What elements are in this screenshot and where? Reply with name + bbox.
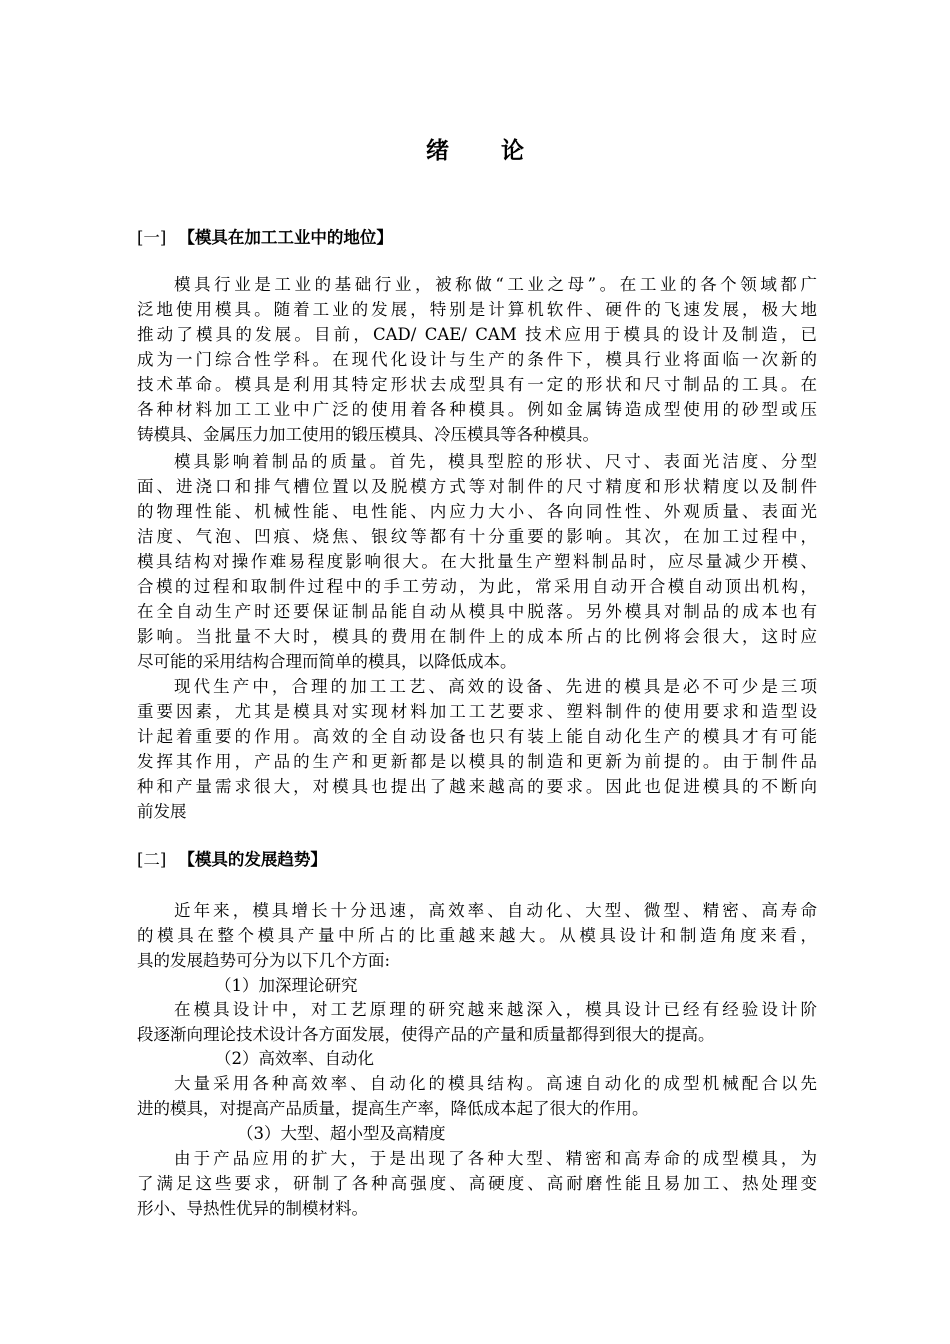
section-heading-1 <box>137 226 393 250</box>
paragraph-line: 模具结构对操作难易程度影响很大。在大批量生产塑料制品时，应尽量减少开模、 <box>137 552 817 571</box>
paragraph-line: 模具影响着制品的质量。首先，模具型腔的形状、尺寸、表面光洁度、分型 <box>174 452 817 471</box>
paragraph-line: 具的发展趋势可分为以下几个方面: <box>137 951 391 970</box>
paragraph-line: 铸模具、金属压力加工使用的锻压模具、冷压模具等各种模具。 <box>137 425 599 444</box>
section-heading-2 <box>137 848 327 872</box>
paragraph-line: 影响。当批量不大时，模具的费用在制件上的成本所占的比例将会很大，这时应 <box>137 627 817 646</box>
paragraph-line: 模具行业是工业的基础行业，被称做“工业之母”。在工业的各个领域都广 <box>174 275 817 294</box>
section-title: 【模具的发展趋势】 <box>178 850 327 869</box>
paragraph-line: 技术革命。模具是利用其特定形状去成型具有一定的形状和尺寸制品的工具。在 <box>137 375 817 394</box>
paragraph-line: 泛地使用模具。随着工业的发展，特别是计算机软件、硬件的飞速发展，极大地 <box>137 300 817 319</box>
paragraph-line: 段逐渐向理论技术设计各方面发展，使得产品的产量和质量都得到很大的提高。 <box>137 1025 715 1044</box>
paragraph-line: 在全自动生产时还要保证制品能自动从模具中脱落。另外模具对制品的成本也有 <box>137 602 817 621</box>
paragraph-line: 计起着重要的作用。高效的全自动设备也只有装上能自动化生产的模具才有可能 <box>137 727 817 746</box>
list-item-heading: （1）加深理论研究 <box>215 976 358 995</box>
paragraph-line: 前发展 <box>137 802 187 821</box>
section-number: [一] <box>137 228 167 247</box>
paragraph-line: 推动了模具的发展。目前，CAD/ CAE/ CAM 技术应用于模具的设计及制造，已 <box>137 325 817 344</box>
section-title: 【模具在加工工业中的地位】 <box>178 228 393 247</box>
paragraph-line: 发挥其作用，产品的生产和更新都是以模具的制造和更新为前提的。由于制件品 <box>137 752 817 771</box>
section-number: [二] <box>137 850 167 869</box>
paragraph-line: 了满足这些要求，研制了各种高强度、高硬度、高耐磨性能且易加工、热处理变 <box>137 1174 817 1193</box>
paragraph-line: 各种材料加工工业中广泛的使用着各种模具。例如金属铸造成型使用的砂型或压 <box>137 400 817 419</box>
page-title: 绪 论 <box>425 137 546 164</box>
paragraph-line: 现代生产中，合理的加工工艺、高效的设备、先进的模具是必不可少是三项 <box>174 677 817 696</box>
paragraph-line: 种和产量需求很大，对模具也提出了越来越高的要求。因此也促进模具的不断向 <box>137 777 817 796</box>
paragraph-line: 面、进浇口和排气槽位置以及脱模方式等对制件的尺寸精度和形状精度以及制件 <box>137 477 817 496</box>
paragraph-line: 进的模具，对提高产品质量，提高生产率，降低成本起了很大的作用。 <box>137 1099 649 1118</box>
paragraph-line: 的物理性能、机械性能、电性能、内应力大小、各向同性性、外观质量、表面光 <box>137 502 817 521</box>
paragraph-line: 形小、导热性优异的制模材料。 <box>137 1199 368 1218</box>
paragraph-line: 成为一门综合性学科。在现代化设计与生产的条件下，模具行业将面临一次新的 <box>137 350 817 369</box>
list-item-heading: （2）高效率、自动化 <box>215 1049 374 1068</box>
list-item-heading: （3）大型、超小型及高精度 <box>237 1124 446 1143</box>
paragraph-line: 在模具设计中，对工艺原理的研究越来越深入，模具设计已经有经验设计阶 <box>174 1000 817 1019</box>
paragraph-line: 大量采用各种高效率、自动化的模具结构。高速自动化的成型机械配合以先 <box>174 1074 817 1093</box>
paragraph-line: 洁度、气泡、凹痕、烧焦、银纹等都有十分重要的影响。其次，在加工过程中， <box>137 527 817 546</box>
paragraph-line: 尽可能的采用结构合理而简单的模具，以降低成本。 <box>137 652 517 671</box>
paragraph-line: 的模具在整个模具产量中所占的比重越来越大。从模具设计和制造角度来看， <box>137 926 817 945</box>
paragraph-line: 合模的过程和取制件过程中的手工劳动，为此，常采用自动开合模自动顶出机构， <box>137 577 817 596</box>
paragraph-line: 重要因素，尤其是模具对实现材料加工工艺要求、塑料制件的使用要求和造型设 <box>137 702 817 721</box>
paragraph-line: 近年来，模具增长十分迅速，高效率、自动化、大型、微型、精密、高寿命 <box>174 901 817 920</box>
paragraph-line: 由于产品应用的扩大，于是出现了各种大型、精密和高寿命的成型模具，为 <box>174 1149 817 1168</box>
